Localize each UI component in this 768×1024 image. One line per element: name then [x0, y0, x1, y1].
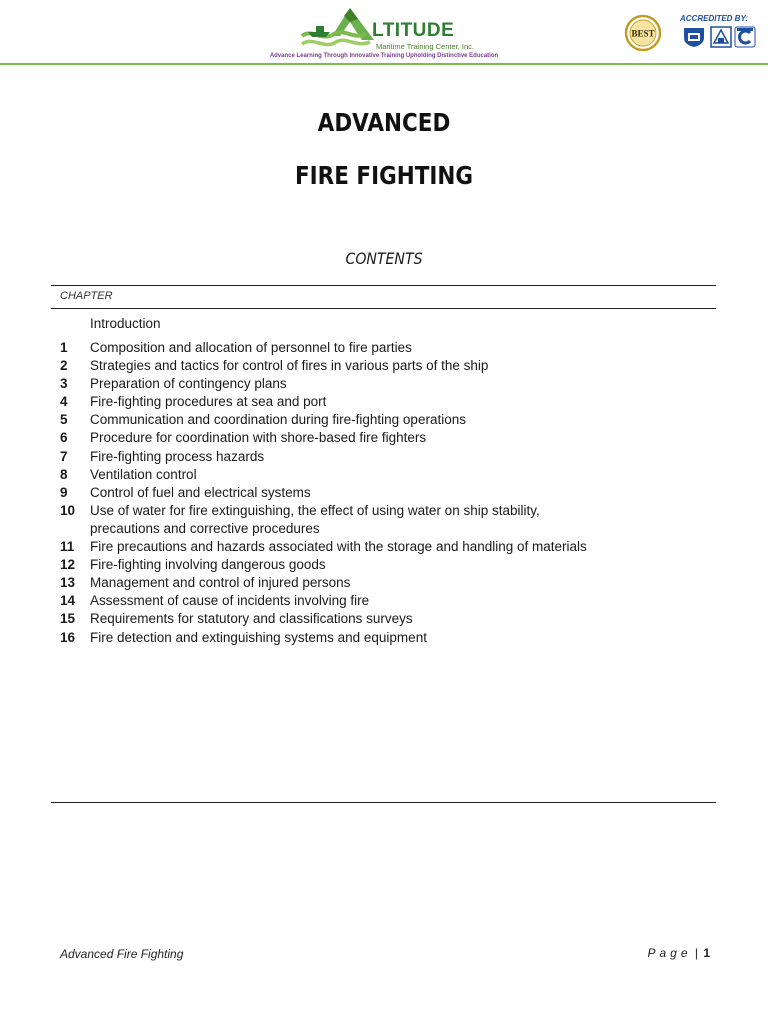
toc-chapter-title: Fire-fighting process hazards — [90, 448, 265, 464]
chapter-column-header: CHAPTER — [60, 290, 113, 302]
toc-chapter-number: 1 — [60, 340, 68, 355]
footer-page-indicator — [647, 946, 710, 960]
document-title-line-2: FIRE FIGHTING — [294, 161, 474, 190]
toc-chapter-row — [60, 502, 700, 538]
logo-wordmark: LTITUDE — [372, 20, 455, 41]
toc-chapter-number: 4 — [60, 394, 68, 410]
toc-chapter-title: Strategies and tactics for control of fires in various parts of the ship — [90, 358, 489, 374]
best-seal-icon — [619, 14, 667, 52]
toc-chapter-row — [60, 574, 700, 592]
contents-heading: CONTENTS — [345, 249, 423, 268]
toc-chapter-title: Control of fuel and electrical systems — [90, 484, 311, 500]
toc-chapter-title: Procedure for coordination with shore-based fire fighters — [90, 430, 427, 446]
toc-chapter-row — [60, 629, 700, 647]
page-separator: | — [694, 946, 698, 960]
toc-chapter-row — [60, 610, 700, 628]
toc-chapter-row — [60, 592, 700, 610]
toc-chapter-title: Requirements for statutory and classifications surveys — [90, 611, 413, 627]
toc-list — [60, 339, 700, 647]
altitude-logo — [300, 6, 480, 52]
toc-chapter-title: Fire precautions and hazards associated with the storage and handling of materials — [90, 539, 587, 555]
toc-chapter-title: Management and control of injured persons — [90, 575, 351, 591]
toc-chapter-row — [60, 393, 700, 411]
toc-chapter-number: 7 — [60, 448, 68, 464]
toc-chapter-row — [60, 411, 700, 429]
toc-chapter-row — [60, 339, 700, 357]
table-top-rule — [51, 285, 716, 286]
toc-chapter-title: Preparation of contingency plans — [90, 376, 287, 392]
toc-chapter-number: 5 — [60, 412, 68, 428]
header-divider — [0, 63, 768, 65]
toc-chapter-number: 14 — [60, 593, 76, 609]
footer-document-name: Advanced Fire Fighting — [60, 947, 184, 961]
logo-subtitle: Maritime Training Center, Inc. — [376, 42, 474, 51]
accredited-by-label: ACCREDITED BY: — [680, 14, 749, 23]
accreditation-block — [676, 14, 766, 54]
toc-chapter-title: Fire-fighting procedures at sea and port — [90, 394, 327, 410]
toc-chapter-row — [60, 538, 700, 556]
marina-shield-icon — [682, 26, 706, 48]
toc-chapter-title: Use of water for fire extinguishing, the effect of using water on ship stability, precautions and corrective procedures — [90, 502, 540, 536]
best-seal-text: BEST — [631, 28, 655, 39]
toc-chapter-number: 13 — [60, 575, 76, 591]
toc-chapter-title: Fire-fighting involving dangerous goods — [90, 557, 326, 573]
toc-chapter-number: 15 — [60, 611, 76, 627]
toc-chapter-row — [60, 556, 700, 574]
toc-chapter-number: 9 — [60, 484, 68, 500]
toc-chapter-row — [60, 448, 700, 466]
toc-chapter-title: Fire detection and extinguishing systems and equipment — [90, 629, 427, 645]
page-label: Page — [647, 946, 692, 960]
table-bottom-rule — [51, 802, 716, 803]
table-header-rule — [51, 308, 716, 309]
toc-chapter-row — [60, 357, 700, 375]
toc-chapter-number: 10 — [60, 502, 76, 518]
toc-chapter-title: Ventilation control — [90, 466, 197, 482]
toc-chapter-number: 11 — [60, 539, 75, 555]
toc-chapter-row — [60, 466, 700, 484]
toc-chapter-number: 8 — [60, 466, 68, 482]
toc-chapter-row — [60, 484, 700, 502]
toc-chapter-number: 12 — [60, 557, 76, 573]
page-header — [0, 0, 768, 64]
toc-chapter-number: 3 — [60, 376, 68, 392]
toc-chapter-row — [60, 429, 700, 447]
toc-chapter-title: Communication and coordination during fire-fighting operations — [90, 412, 466, 428]
toc-chapter-title: Assessment of cause of incidents involving fire — [90, 593, 370, 609]
toc-chapter-row — [60, 375, 700, 393]
page-number: 1 — [703, 946, 710, 960]
toc-chapter-title: Composition and allocation of personnel to fire parties — [90, 340, 412, 355]
toc-chapter-number: 6 — [60, 430, 68, 446]
altitude-mountain-logo-icon — [300, 6, 378, 52]
header-tagline: Advance Learning Through Innovative Training Upholding Distinctive Education — [269, 53, 499, 59]
certification-c-icon — [734, 26, 756, 48]
accreditation-emblem-icon — [710, 26, 732, 48]
toc-chapter-number: 2 — [60, 358, 68, 374]
toc-introduction: Introduction — [90, 316, 161, 331]
document-title-line-1: ADVANCED — [317, 108, 451, 137]
toc-chapter-number: 16 — [60, 629, 76, 645]
